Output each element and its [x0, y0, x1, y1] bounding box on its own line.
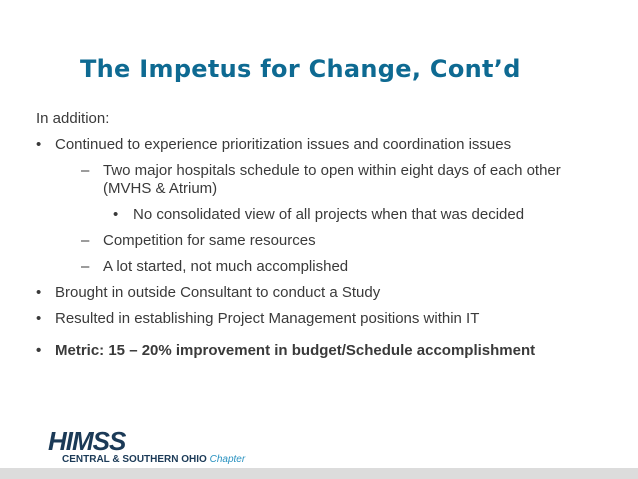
sub-sub-bullet-text: No consolidated view of all projects when that was decided	[133, 206, 525, 223]
slide-title: The Impetus for Change, Cont’d	[80, 55, 521, 83]
dash-icon: –	[81, 258, 90, 275]
bullet-icon: •	[36, 310, 42, 327]
himss-chapter-logo	[44, 426, 264, 466]
bullet-item	[36, 310, 596, 328]
sub-sub-bullet-item	[36, 206, 596, 224]
bullet-item	[36, 136, 596, 154]
bullet-text: Resulted in establishing Project Management positions within IT	[55, 310, 480, 327]
chapter-name-suffix: Chapter	[209, 454, 246, 465]
bullet-item	[36, 284, 596, 302]
sub-bullet-item	[36, 162, 596, 198]
sub-bullet-text: A lot started, not much accomplished	[103, 258, 349, 275]
intro-text: In addition:	[36, 110, 110, 127]
bullet-icon: •	[36, 136, 42, 153]
slide-body	[36, 110, 596, 368]
chapter-name-main: CENTRAL & SOUTHERN OHIO	[62, 454, 207, 465]
metric-text: Metric: 15 – 20% improvement in budget/Schedule accomplishment	[55, 342, 536, 359]
footer-bar	[0, 468, 638, 479]
sub-bullet-text: Competition for same resources	[103, 232, 316, 249]
dash-icon: –	[81, 162, 90, 179]
chapter-name	[62, 454, 245, 465]
sub-bullet-text: Two major hospitals schedule to open within eight days of each other (MVHS & Atrium)	[103, 162, 561, 197]
metric-bullet-item	[36, 342, 596, 360]
bullet-icon: •	[36, 284, 42, 301]
bullet-icon: •	[36, 342, 42, 359]
bullet-icon: •	[113, 206, 119, 223]
himss-wordmark: HIMSS	[48, 426, 126, 456]
sub-bullet-item	[36, 232, 596, 250]
bullet-text: Brought in outside Consultant to conduct a Study	[55, 284, 381, 301]
bullet-text: Continued to experience prioritization issues and coordination issues	[55, 136, 512, 153]
sub-bullet-item	[36, 258, 596, 276]
dash-icon: –	[81, 232, 90, 249]
